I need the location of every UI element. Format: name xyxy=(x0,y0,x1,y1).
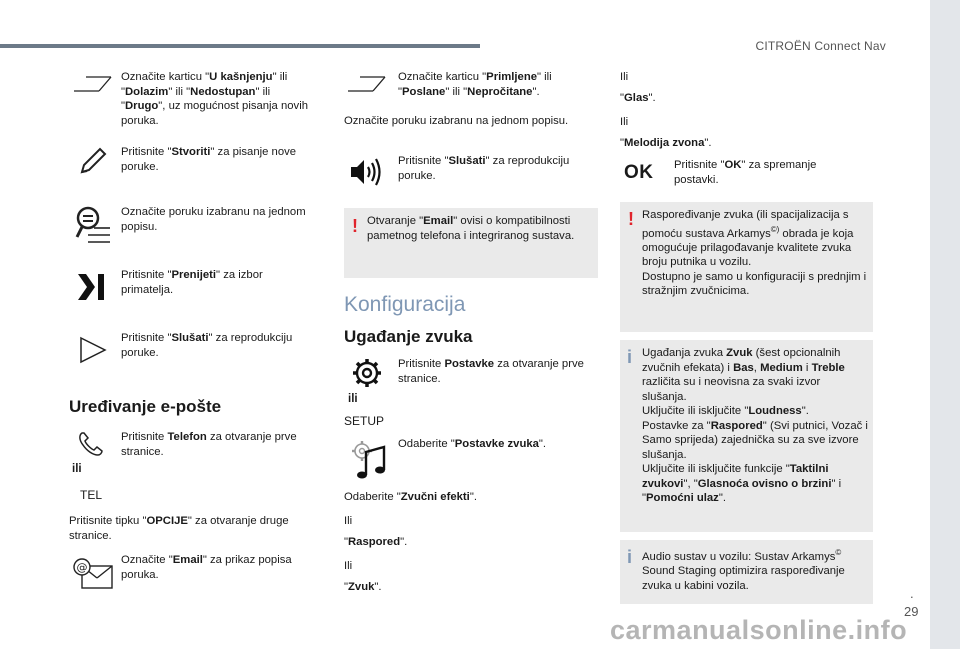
col2-raspored: "Raspored". xyxy=(344,536,408,548)
warning-box-email xyxy=(344,208,598,278)
col1-item3-text: Označite poruku izabranu na jednom popisu. xyxy=(121,206,306,233)
col1-item4-text: Pritisnite "Prenijeti" za izbor primatelja. xyxy=(121,269,263,296)
col2-ili2: Ili xyxy=(344,560,353,572)
col2-zvuk: "Zvuk". xyxy=(344,581,382,593)
warning-box-arkamys xyxy=(620,202,873,332)
col2-ili-label: ili xyxy=(348,393,358,405)
setup-label: SETUP xyxy=(344,414,385,428)
col2-item1-text: Označite karticu "Primljene" ili "Poslane" ili "Nepročitane". xyxy=(398,71,552,98)
col1-item1-text: Označite karticu "U kašnjenju" ili "Dolazim" ili "Nedostupan" ili "Drugo", uz mogućnost pisanja novih poruka. xyxy=(121,71,308,127)
header-brand: CITROËN Connect Nav xyxy=(755,39,886,53)
info-text-audio: Audio sustav u vozilu: Sustav Arkamys© Sound Staging optimizira raspoređivanje zvuka u kabini vozila. xyxy=(642,548,845,592)
warning-text-email: Otvaranje "Email" ovisi o kompatibilnosti pametnog telefona i integriranog sustava. xyxy=(367,215,575,242)
col1-item5-text: Pritisnite "Slušati" za reprodukciju poruke. xyxy=(121,332,293,359)
col3-item-ok-text: Pritisnite "OK" za spremanje postavki. xyxy=(674,159,817,186)
email-icon xyxy=(72,556,114,590)
tab-selector-icon xyxy=(73,75,113,93)
watermark: carmanualsonline.info xyxy=(610,615,908,645)
forward-icon xyxy=(76,272,106,302)
section-title-email: Uređivanje e-pošte xyxy=(69,397,222,416)
col1-item7-text: Označite "Email" za prikaz popisa poruka. xyxy=(121,554,292,581)
phone-icon xyxy=(76,430,104,458)
info-icon-2: i xyxy=(627,547,633,567)
settings-gear-icon xyxy=(352,358,382,388)
header-rule xyxy=(0,44,480,48)
col1-item2-text: Pritisnite "Stvoriti" za pisanje nove poruke. xyxy=(121,146,297,173)
col3-glas: "Glas". xyxy=(620,92,656,104)
ok-label: OK xyxy=(624,162,654,183)
warning-icon-2: ! xyxy=(628,209,634,229)
chapter-title: Konfiguracija xyxy=(344,293,466,316)
section-title-sound: Ugađanje zvuka xyxy=(344,327,473,346)
col2-item3-text: Pritisnite Postavke za otvaranje prve stranice. xyxy=(398,358,584,385)
sound-settings-icon xyxy=(350,438,388,480)
col1-item6-text: Pritisnite Telefon za otvaranje prve stranice. xyxy=(121,431,297,458)
col1-para1: Pritisnite tipku "OPCIJE" za otvaranje druge stranice. xyxy=(69,515,289,542)
tab-selector-icon-2 xyxy=(347,75,387,93)
info-box-audio xyxy=(620,540,873,604)
col3-melodija: "Melodija zvona". xyxy=(620,137,712,149)
col2-item2-text: Pritisnite "Slušati" za reprodukciju poruke. xyxy=(398,155,570,182)
col2-para2: Odaberite "Zvučni efekti". xyxy=(344,491,477,503)
col2-item4-text: Odaberite "Postavke zvuka". xyxy=(398,438,547,450)
warning-icon: ! xyxy=(352,216,358,236)
col1-ili-label: ili xyxy=(72,463,82,475)
message-list-icon xyxy=(74,205,114,247)
info-icon: i xyxy=(627,347,633,367)
col2-ili1: Ili xyxy=(344,515,353,527)
info-box-sound xyxy=(620,340,873,532)
col3-ili1: Ili xyxy=(620,71,629,83)
page-number: 29 xyxy=(904,604,919,619)
page-dot: . xyxy=(910,586,914,601)
speaker-icon xyxy=(349,156,385,188)
play-icon xyxy=(78,335,108,365)
info-text-sound: Ugađanja zvuka Zvuk (šest opcionalnih zvučnih efekata) i Bas, Medium i Treble različita su i neovisna za svaki izvor slušanja. Uključite ili isključite "Loudness". Postavke za "Raspored" (Svi putnici, Vozač i Samo sprijeda) zajednička su za sve izvore slušanja. Uključite ili isključite funkcije "Taktilni zvukovi", "Glasnoća ovisno o brzini" i "Pomoćni ulaz". xyxy=(642,347,868,504)
warning-text-arkamys: Raspoređivanje zvuka (ili spacijalizacija s pomoću sustava Arkamys©) obrada je koja omogućuje prilagođavanje kvalitete zvuka broju putnika u vozilu. Dostupno je samo u konfiguraciji s prednjim i stražnjim zvučnicima. xyxy=(642,209,867,298)
svg-text:@: @ xyxy=(76,561,88,574)
tel-label: TEL xyxy=(80,488,103,502)
col3-ili2: Ili xyxy=(620,116,629,128)
pencil-icon xyxy=(78,145,108,175)
page-sidebar-strip xyxy=(930,0,960,649)
col2-para1: Označite poruku izabranu na jednom popisu. xyxy=(344,115,569,127)
